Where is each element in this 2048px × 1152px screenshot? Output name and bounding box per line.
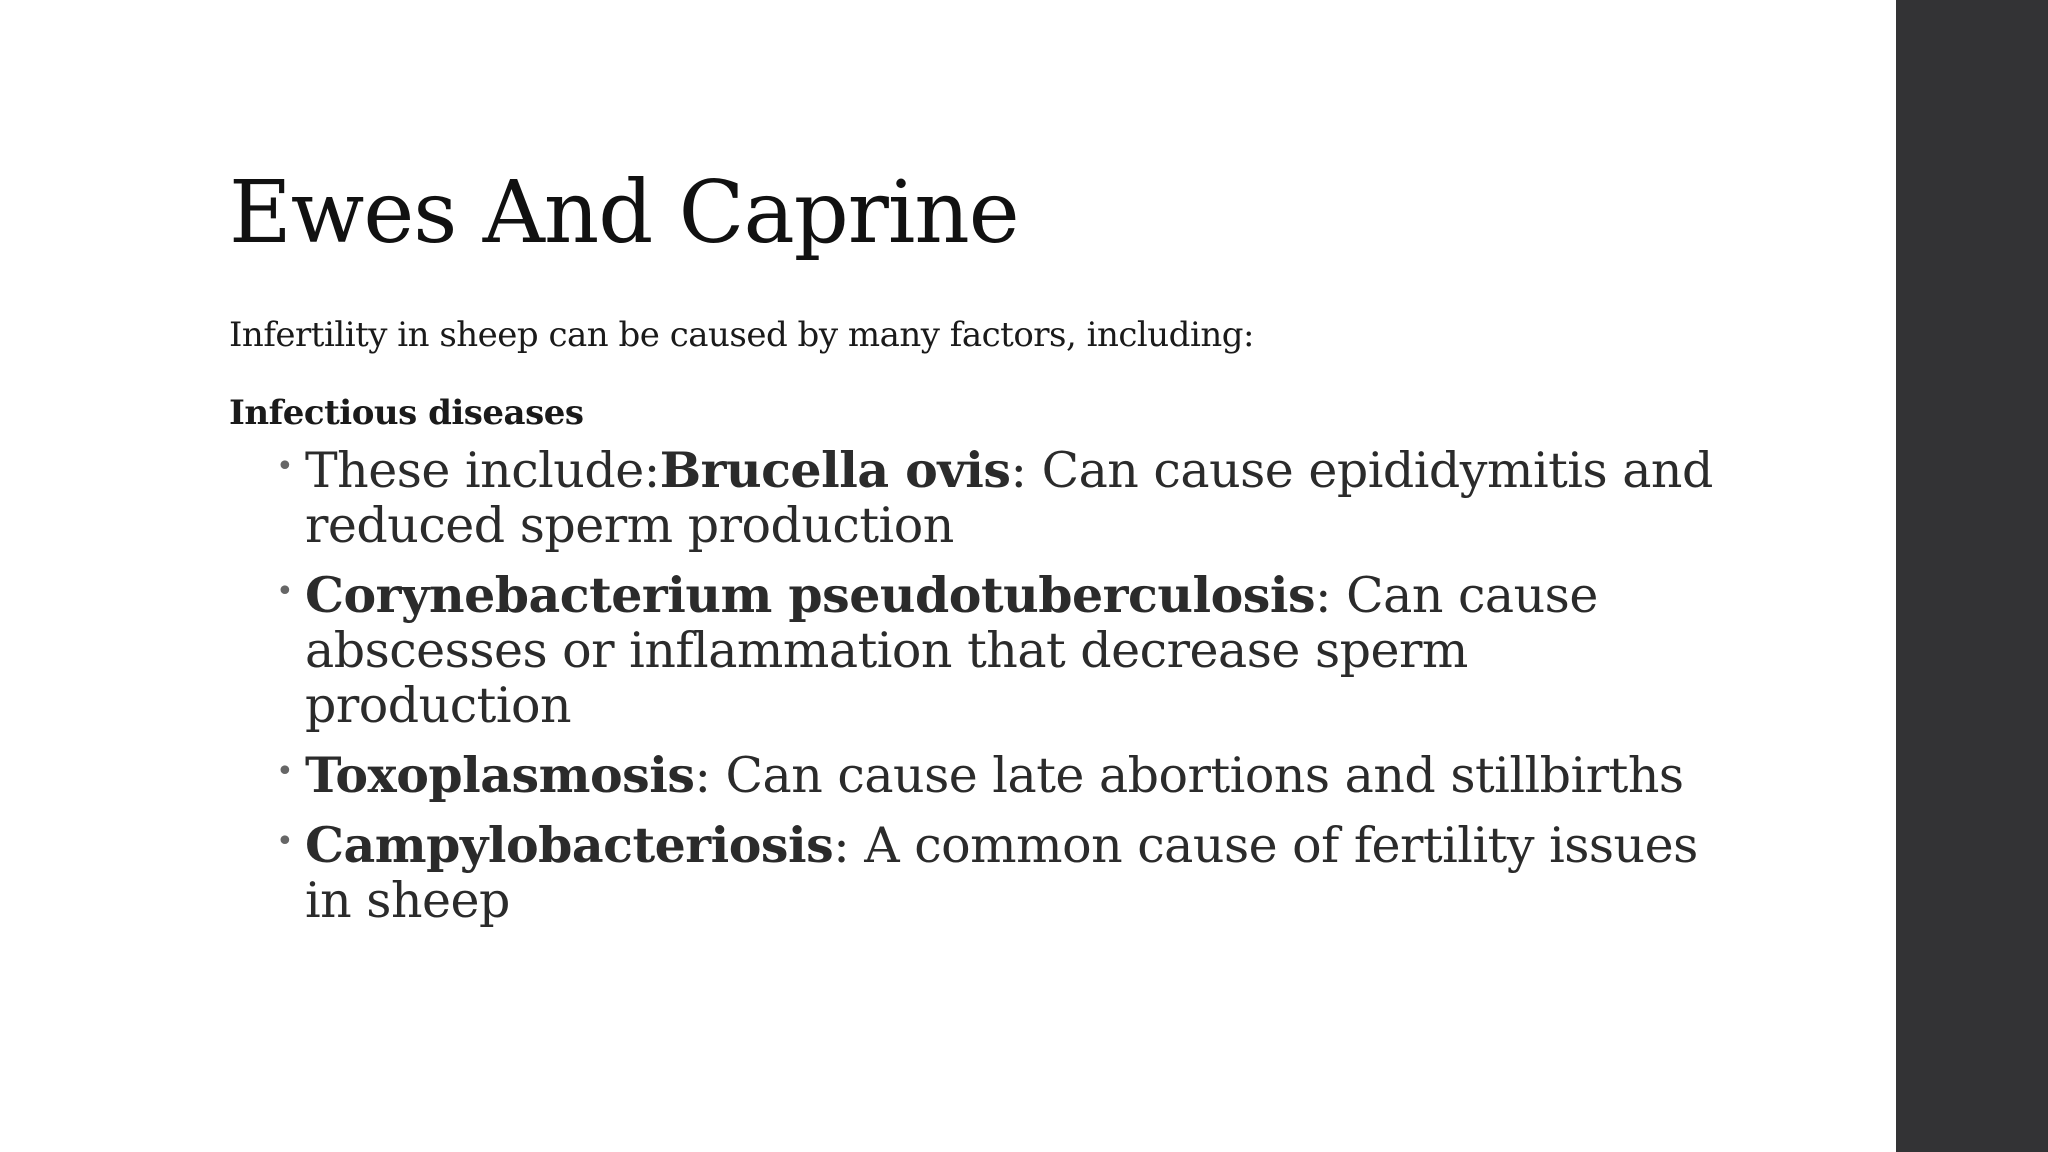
bullet-dot-icon: • bbox=[276, 449, 294, 484]
side-accent-bar bbox=[1896, 0, 2048, 1152]
bullet-term: Corynebacterium pseudotuberculosis bbox=[305, 566, 1316, 624]
bullet-description: : Can cause abscesses or inflammation that decrease sperm production bbox=[305, 567, 1598, 734]
slide-title: Ewes And Caprine bbox=[229, 163, 1019, 263]
bullet-list bbox=[276, 443, 1736, 943]
bullet-term: Campylobacteriosis bbox=[305, 816, 834, 874]
bullet-item bbox=[276, 568, 1736, 733]
bullet-description: : A common cause of fertility issues in sheep bbox=[305, 817, 1698, 929]
section-heading: Infectious diseases bbox=[229, 393, 584, 433]
bullet-item bbox=[276, 748, 1736, 803]
bullet-lead: These include: bbox=[305, 442, 660, 499]
bullet-dot-icon: • bbox=[276, 574, 294, 609]
bullet-description: : Can cause epididymitis and reduced sperm production bbox=[305, 442, 1713, 554]
bullet-term: Toxoplasmosis bbox=[305, 746, 695, 804]
bullet-item bbox=[276, 818, 1736, 928]
bullet-dot-icon: • bbox=[276, 754, 294, 789]
bullet-term: Brucella ovis bbox=[659, 441, 1011, 499]
bullet-description: : Can cause late abortions and stillbirths bbox=[694, 747, 1684, 804]
bullet-dot-icon: • bbox=[276, 824, 294, 859]
intro-text: Infertility in sheep can be caused by many factors, including: bbox=[229, 315, 1254, 355]
bullet-item bbox=[276, 443, 1736, 553]
